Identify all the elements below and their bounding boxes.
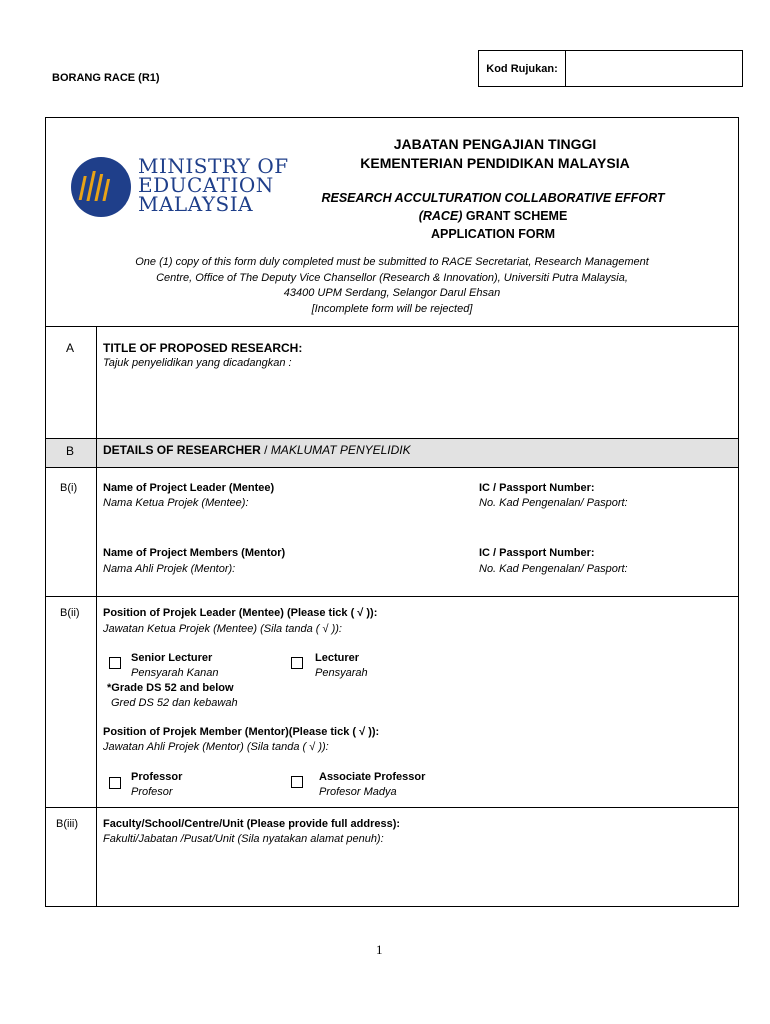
professor-label: Professor bbox=[131, 771, 183, 783]
program-block bbox=[268, 189, 718, 243]
professor-checkbox[interactable] bbox=[109, 777, 121, 789]
instructions bbox=[50, 255, 734, 317]
senior-lecturer-label: Senior Lecturer bbox=[131, 652, 213, 664]
title-block bbox=[300, 135, 690, 173]
logo-line3: MALAYSIA bbox=[138, 192, 254, 216]
program-abbr: (RACE) bbox=[418, 209, 463, 223]
logo-line1: MINISTRY OF bbox=[138, 154, 289, 178]
section-bii-label: B(ii) bbox=[60, 607, 80, 619]
section-biii-label: B(iii) bbox=[56, 818, 78, 830]
faculty-address-malay: Fakulti/Jabatan /Pusat/Unit (Sila nyatakan alamat penuh): bbox=[103, 833, 384, 845]
divider-header bbox=[46, 326, 738, 327]
form-code: BORANG RACE (R1) bbox=[52, 72, 160, 84]
leader-position-malay: Jawatan Ketua Projek (Mentee) (Sila tanda ( √ )): bbox=[103, 623, 342, 635]
program-scheme: GRANT SCHEME bbox=[462, 209, 568, 223]
section-a-label: A bbox=[66, 341, 75, 355]
page-number: 1 bbox=[376, 942, 383, 957]
leader-position-label: Position of Projek Leader (Mentee) (Please tick ( √ )): bbox=[103, 607, 378, 619]
lecturer-malay: Pensyarah bbox=[315, 667, 368, 679]
program-line2 bbox=[268, 207, 718, 225]
section-b-title bbox=[103, 443, 411, 457]
instruction-line: 43400 UPM Serdang, Selangor Darul Ehsan bbox=[283, 287, 501, 299]
lecturer-checkbox[interactable] bbox=[291, 657, 303, 669]
associate-professor-checkbox[interactable] bbox=[291, 776, 303, 788]
instruction-line: [Incomplete form will be rejected] bbox=[311, 302, 473, 315]
senior-lecturer-malay: Pensyarah Kanan bbox=[131, 667, 219, 679]
title-dept: JABATAN PENGAJIAN TINGGI bbox=[393, 136, 597, 152]
member-position-malay: Jawatan Ahli Projek (Mentor) (Sila tanda ( √ )): bbox=[103, 741, 329, 753]
divider-b bbox=[46, 467, 738, 468]
leader-name-malay: Nama Ketua Projek (Mentee): bbox=[103, 497, 249, 509]
associate-professor-malay: Profesor Madya bbox=[319, 786, 397, 798]
kod-rujukan-box bbox=[478, 50, 743, 87]
leader-name-label: Name of Project Leader (Mentee) bbox=[103, 482, 275, 494]
logo-line2: EDUCATION bbox=[138, 173, 274, 197]
kod-rujukan-label: Kod Rujukan: bbox=[479, 51, 566, 86]
grade-malay: Gred DS 52 dan kebawah bbox=[111, 697, 238, 709]
column-divider bbox=[96, 326, 97, 906]
kod-rujukan-input[interactable] bbox=[566, 51, 742, 86]
program-line1: RESEARCH ACCULTURATION COLLABORATIVE EFFORT bbox=[321, 191, 665, 205]
faculty-address-label: Faculty/School/Centre/Unit (Please provide full address): bbox=[103, 818, 401, 830]
section-b-title-malay: MAKLUMAT PENYELIDIK bbox=[270, 443, 411, 457]
research-title-field[interactable] bbox=[100, 375, 730, 433]
instruction-line: One (1) copy of this form duly completed must be submitted to RACE Secretariat, Research Management bbox=[135, 256, 649, 268]
section-bi-label: B(i) bbox=[60, 482, 78, 494]
members-ic-label: IC / Passport Number: bbox=[479, 547, 595, 559]
section-b-sep: / bbox=[260, 443, 271, 457]
divider-a bbox=[46, 438, 738, 439]
associate-professor-label: Associate Professor bbox=[319, 771, 426, 783]
section-a-title: TITLE OF PROPOSED RESEARCH: bbox=[103, 341, 303, 355]
senior-lecturer-checkbox[interactable] bbox=[109, 657, 121, 669]
lecturer-label: Lecturer bbox=[315, 652, 360, 664]
divider-bi bbox=[46, 596, 738, 597]
form-name: APPLICATION FORM bbox=[430, 227, 556, 241]
section-b-label: B bbox=[66, 444, 75, 458]
divider-bii bbox=[46, 807, 738, 808]
leader-ic-malay: No. Kad Pengenalan/ Pasport: bbox=[479, 497, 628, 509]
section-b-title-en: DETAILS OF RESEARCHER bbox=[103, 443, 261, 457]
members-name-malay: Nama Ahli Projek (Mentor): bbox=[103, 563, 236, 575]
members-ic-malay: No. Kad Pengenalan/ Pasport: bbox=[479, 563, 628, 575]
member-position-label: Position of Projek Member (Mentor)(Please tick ( √ )): bbox=[103, 726, 380, 738]
title-ministry: KEMENTERIAN PENDIDIKAN MALAYSIA bbox=[360, 155, 630, 171]
professor-malay: Profesor bbox=[131, 786, 173, 798]
section-a-subtitle: Tajuk penyelidikan yang dicadangkan : bbox=[103, 357, 292, 369]
ministry-logo-icon bbox=[70, 156, 132, 218]
instruction-line: Centre, Office of The Deputy Vice Chansellor (Research & Innovation), Universiti Putra Malaysia, bbox=[156, 271, 628, 284]
leader-ic-label: IC / Passport Number: bbox=[479, 482, 595, 494]
members-name-label: Name of Project Members (Mentor) bbox=[103, 547, 286, 559]
grade-label: *Grade DS 52 and below bbox=[107, 682, 234, 694]
faculty-address-field[interactable] bbox=[100, 850, 730, 902]
ministry-logo-text bbox=[138, 154, 289, 216]
